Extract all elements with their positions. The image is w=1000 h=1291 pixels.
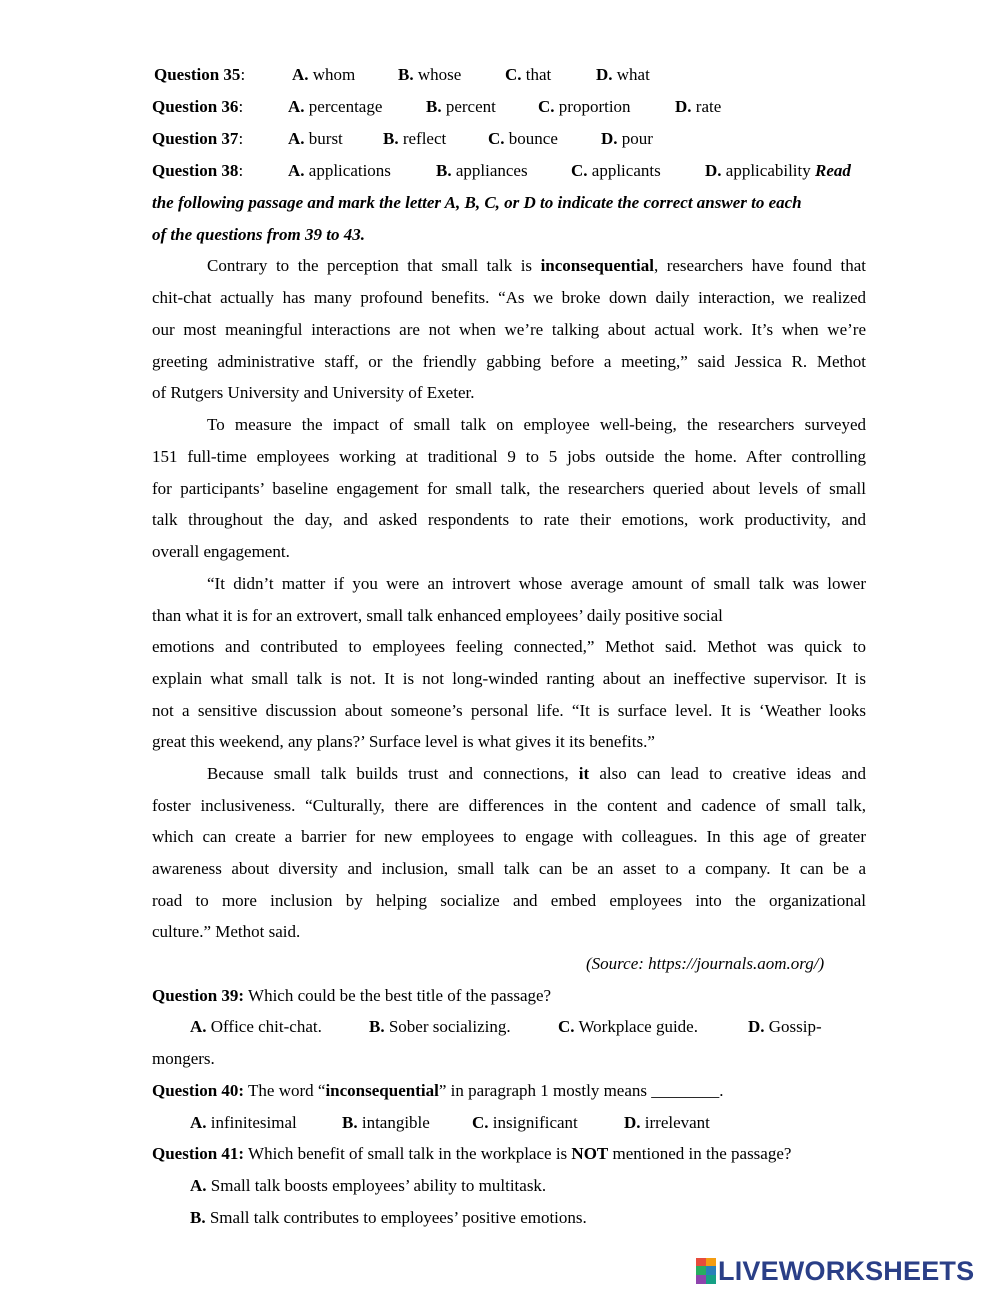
highlight-word-inconsequential: inconsequential [540, 256, 654, 275]
p4-line-6: culture.” Methot said. [152, 922, 301, 941]
liveworksheets-logo [696, 1256, 974, 1286]
option-d[interactable]: D. pour [601, 129, 653, 148]
p4-line-2: foster inclusiveness. “Culturally, there are differences in the content and cadence of small talk, [152, 796, 866, 815]
option-d[interactable]: D. what [596, 65, 650, 84]
question-39-wrap: mongers. [152, 1049, 215, 1068]
p2-line-5: overall engagement. [152, 542, 290, 561]
option-b[interactable]: B. percent [426, 97, 496, 116]
question-41-option-a[interactable]: A. Small talk boosts employees’ ability to multitask. [190, 1176, 547, 1195]
question-37-row: Question 37: A. burst B. reflect C. bounce D. pour [152, 129, 653, 148]
question-41-stem: Question 41: Which benefit of small talk in the workplace is NOT mentioned in the passage? [152, 1144, 792, 1163]
option-d[interactable]: D. Gossip- [748, 1017, 822, 1036]
question-38-row: Question 38: A. applications B. appliances C. applicants D. applicability Read [152, 161, 851, 180]
instruction-line-2: the following passage and mark the letter A, B, C, or D to indicate the correct answer to each [152, 193, 802, 212]
option-a[interactable]: A. whom [292, 65, 356, 84]
p1-line-1: Contrary to the perception that small talk is inconsequential, researchers have found that [207, 256, 866, 275]
instruction-line-3: of the questions from 39 to 43. [152, 225, 365, 244]
logo-text: LIVEWORKSHEETS [718, 1255, 975, 1286]
option-b[interactable]: B. reflect [383, 129, 447, 148]
option-b[interactable]: B. whose [398, 65, 462, 84]
p4-line-3: which can create a barrier for new employees to engage with colleagues. In this age of greater [152, 827, 866, 846]
option-c[interactable]: C. insignificant [472, 1113, 578, 1132]
option-a[interactable]: A. percentage [288, 97, 383, 116]
option-a[interactable]: A. applications [288, 161, 391, 180]
option-c[interactable]: C. applicants [571, 161, 661, 180]
highlight-word-it: it [578, 764, 590, 783]
liveworksheets-logo-icon [696, 1258, 716, 1284]
option-b[interactable]: B. intangible [342, 1113, 430, 1132]
p3-line-1: “It didn’t matter if you were an introvert whose average amount of small talk was lower [207, 574, 866, 593]
p4-line-5: road to more inclusion by helping socialize and embed employees into the organizational [152, 891, 866, 910]
p2-line-1: To measure the impact of small talk on employee well-being, the researchers surveyed [207, 415, 866, 434]
p3-line-6: great this weekend, any plans?’ Surface level is what gives it its benefits.” [152, 732, 655, 751]
question-39-stem: Question 39: Which could be the best title of the passage? [152, 986, 552, 1005]
question-40-stem: Question 40: The word “inconsequential” in paragraph 1 mostly means ________. [152, 1081, 724, 1100]
option-c[interactable]: C. bounce [488, 129, 558, 148]
p2-line-2: 151 full-time employees working at traditional 9 to 5 jobs outside the home. After controlling [152, 447, 866, 466]
p1-line-3: our most meaningful interactions are not when we’re talking about actual work. It’s when we’re [152, 320, 866, 339]
option-d[interactable]: D. irrelevant [624, 1113, 710, 1132]
p2-line-3: for participants’ baseline engagement for small talk, the researchers queried about levels of small [152, 479, 866, 498]
option-c[interactable]: C. that [505, 65, 552, 84]
p4-line-4: awareness about diversity and inclusion, small talk can be an asset to a company. It can be a [152, 859, 866, 878]
option-b[interactable]: B. Sober socializing. [369, 1017, 511, 1036]
p3-line-2: than what it is for an extrovert, small talk enhanced employees’ daily positive social [152, 606, 723, 625]
option-a[interactable]: A. Office chit-chat. [190, 1017, 322, 1036]
question-39-options [190, 1016, 850, 1038]
option-a[interactable]: A. infinitesimal [190, 1113, 297, 1132]
option-d[interactable]: D. applicability Read [705, 161, 851, 180]
p3-line-5: not a sensitive discussion about someone’s personal life. “It is surface level. It is ‘Weather looks [152, 701, 866, 720]
p4-line-1: Because small talk builds trust and connections, it also can lead to creative ideas and [207, 764, 866, 783]
p3-line-3: emotions and contributed to employees feeling connected,” Methot said. Methot was quick to [152, 637, 866, 656]
question-40-options [190, 1112, 790, 1134]
option-d[interactable]: D. rate [675, 97, 722, 116]
p1-line-2: chit-chat actually has many profound benefits. “As we broke down daily interaction, we realized [152, 288, 866, 307]
p1-line-4: greeting administrative staff, or the friendly gabbing before a meeting,” said Jessica R. Methot [152, 352, 866, 371]
p1-line-5: of Rutgers University and University of Exeter. [152, 383, 475, 402]
p2-line-4: talk throughout the day, and asked respondents to rate their emotions, work productivity, and [152, 510, 866, 529]
option-c[interactable]: C. proportion [538, 97, 631, 116]
question-35-row: Question 35: A. whom B. whose C. that D. what [154, 65, 650, 84]
question-36-row: Question 36: A. percentage B. percent C. proportion D. rate [152, 97, 722, 116]
option-b[interactable]: B. appliances [436, 161, 528, 180]
p3-line-4: explain what small talk is not. It is not long-winded ranting about an ineffective supervisor. It is [152, 669, 866, 688]
source-citation: (Source: https://journals.aom.org/) [586, 954, 825, 973]
question-41-option-b[interactable]: B. Small talk contributes to employees’ positive emotions. [190, 1208, 587, 1227]
option-c[interactable]: C. Workplace guide. [558, 1017, 698, 1036]
option-a[interactable]: A. burst [288, 129, 343, 148]
instruction-start: Read [815, 161, 851, 180]
